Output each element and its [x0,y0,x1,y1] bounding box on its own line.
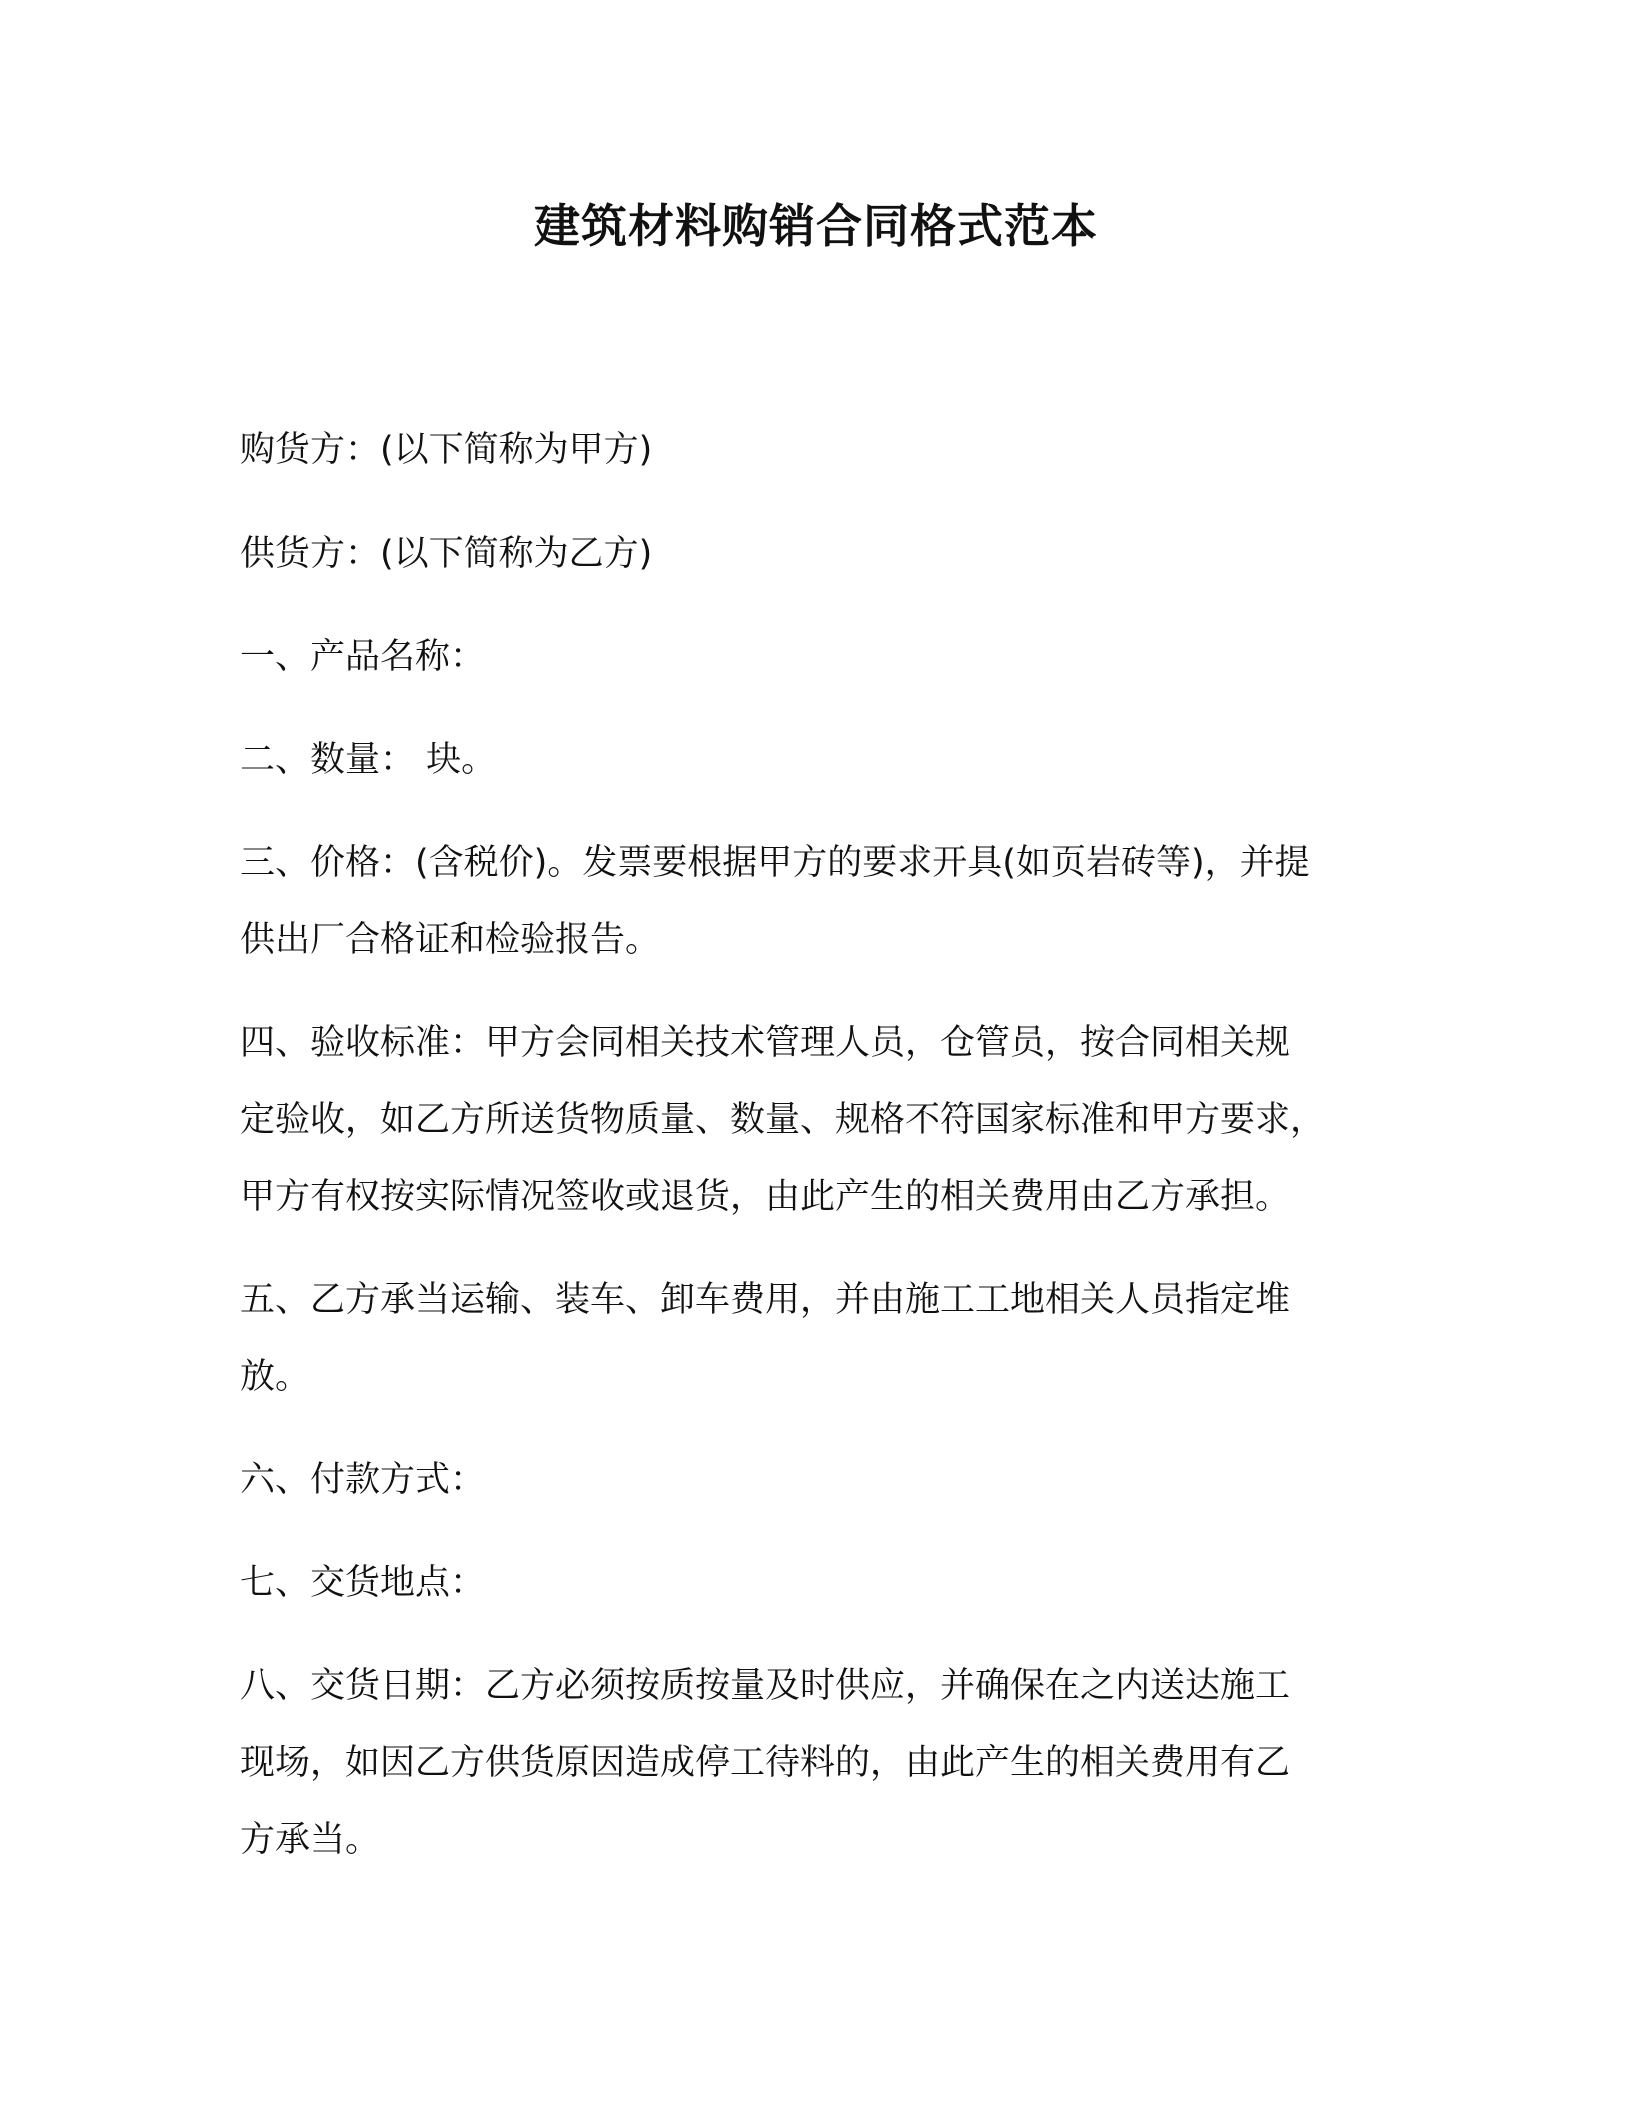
buyer-paragraph [240,412,1400,489]
paragraph-line: 甲方有权按实际情况签收或退货，由此产生的相关费用由乙方承担。 [240,1177,1291,1217]
paragraph-line: 七、交货地点： [240,1563,486,1603]
paragraph-line: 放。 [240,1357,311,1397]
paragraph-line: 供出厂合格证和检验报告。 [240,920,661,960]
paragraph-line: 四、验收标准：甲方会同相关技术管理人员，仓管员，按合同相关规 [240,1023,1291,1063]
paragraph-line: 供货方：(以下简称为乙方) [240,534,653,574]
clause-delivery-location [240,1545,1400,1622]
paragraph-line: 三、价格：(含税价)。发票要根据甲方的要求开具(如页岩砖等)，并提 [240,843,1310,883]
clause-product-name [240,619,1400,696]
paragraph-line: 一、产品名称： [240,637,486,677]
document-title: 建筑材料购销合同格式范本 [534,199,1098,253]
clause-payment-method [240,1442,1400,1519]
paragraph-line: 定验收，如乙方所送货物质量、数量、规格不符国家标准和甲方要求， [240,1100,1326,1140]
paragraph-line: 方承当。 [240,1820,381,1860]
clause-acceptance-standard [240,1005,1400,1236]
clause-delivery-date [240,1648,1400,1879]
clause-quantity [240,722,1400,799]
paragraph-line: 现场，如因乙方供货原因造成停工待料的，由此产生的相关费用有乙 [240,1743,1291,1783]
clause-price [240,825,1400,979]
paragraph-line: 五、乙方承当运输、装车、卸车费用，并由施工工地相关人员指定堆 [240,1280,1291,1320]
paragraph-line: 八、交货日期：乙方必须按质按量及时供应，并确保在之内送达施工 [240,1666,1291,1706]
paragraph-line: 二、数量： 块。 [240,740,497,780]
paragraph-line: 六、付款方式： [240,1460,486,1500]
clause-transport [240,1262,1400,1416]
seller-paragraph [240,516,1400,593]
paragraph-line: 购货方：(以下简称为甲方) [240,430,653,470]
